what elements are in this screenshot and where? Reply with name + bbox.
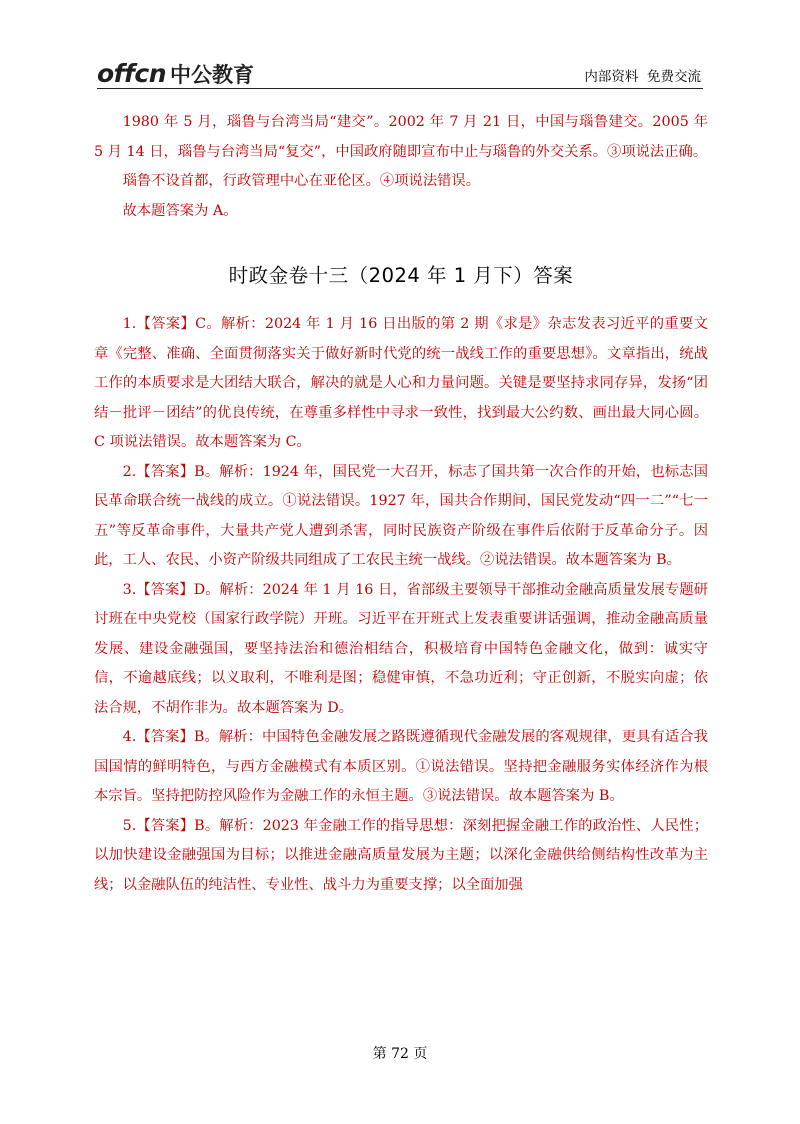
header-note: 内部资料 免费交流 bbox=[584, 69, 701, 85]
continuation-paragraph: 1980 年 5 月，瑙鲁与台湾当局“建交”。2002 年 7 月 21 日，中国与瑙鲁建交。2005 年 5 月 14 日，瑙鲁与台湾当局“复交”，中国政府随即宣布中止与瑙鲁的外交关系。③项说法正确。 bbox=[94, 114, 708, 160]
document-body bbox=[94, 108, 708, 900]
logo-wordmark-en: offcn bbox=[97, 59, 167, 88]
answer-paragraph: 3.【答案】D。解析：2024 年 1 月 16 日，省部级主要领导干部推动金融高质量发展专题研讨班在中央党校（国家行政学院）开班。习近平在开班式上发表重要讲话强调，推动金融高质量发展、建设金融强国，要坚持法治和德治相结合，积极培育中国特色金融文化，做到：诚实守信，不逾越底线；以义取利，不唯利是图；稳健审慎，不急功近利；守正创新，不脱实向虚；依法合规，不胡作非为。故本题答案为 D。 bbox=[94, 581, 708, 716]
answer-paragraph: 1.【答案】C。解析：2024 年 1 月 16 日出版的第 2 期《求是》杂志发表习近平的重要文章《完整、准确、全面贯彻落实关于做好新时代党的统一战线工作的重要思想》。文章指出，统战工作的本质要求是大团结大联合，解决的就是人心和力量问题。关键是要坚持求同存异，发扬“团结－批评－团结”的优良传统，在尊重多样性中寻求一致性，找到最大公约数、画出最大同心圆。C 项说法错误。故本题答案为 C。 bbox=[94, 316, 708, 450]
section-title: 时政金卷十三（2024 年 1 月下）答案 bbox=[228, 264, 574, 287]
continuation-paragraph: 瑙鲁不设首都，行政管理中心在亚伦区。④项说法错误。 bbox=[122, 173, 481, 189]
page-header bbox=[97, 60, 703, 89]
answer-paragraph: 5.【答案】B。解析：2023 年金融工作的指导思想：深刻把握金融工作的政治性、人民性；以加快建设金融强国为目标；以推进金融高质量发展为主题；以深化金融供给侧结构性改革为主线；以金融队伍的纯洁性、专业性、战斗力为重要支撑；以全面加强 bbox=[94, 817, 708, 893]
answer-paragraph: 2.【答案】B。解析：1924 年，国民党一大召开，标志了国共第一次合作的开始，也标志国民革命联合统一战线的成立。①说法错误。1927 年，国共合作期间，国民党发动“四一二”“七一五”等反革命事件，大量共产党人遭到杀害，同时民族资产阶级在事件后依附于反革命分子。因此，工人、农民、小资产阶级共同组成了工农民主统一战线。②说法错误。故本题答案为 B。 bbox=[94, 463, 708, 568]
offcn-logo bbox=[97, 60, 254, 88]
continuation-paragraph: 故本题答案为 A。 bbox=[122, 202, 238, 219]
answer-paragraph: 4.【答案】B。解析：中国特色金融发展之路既遵循现代金融发展的客观规律，更具有适合我国国情的鲜明特色，与西方金融模式有本质区别。①说法错误。坚持把金融服务实体经济作为根本宗旨。坚持把防控风险作为金融工作的永恒主题。③说法错误。故本题答案为 B。 bbox=[94, 729, 708, 804]
page-number: 第 72 页 bbox=[372, 1046, 428, 1062]
logo-wordmark-cn: 中公教育 bbox=[170, 63, 255, 87]
